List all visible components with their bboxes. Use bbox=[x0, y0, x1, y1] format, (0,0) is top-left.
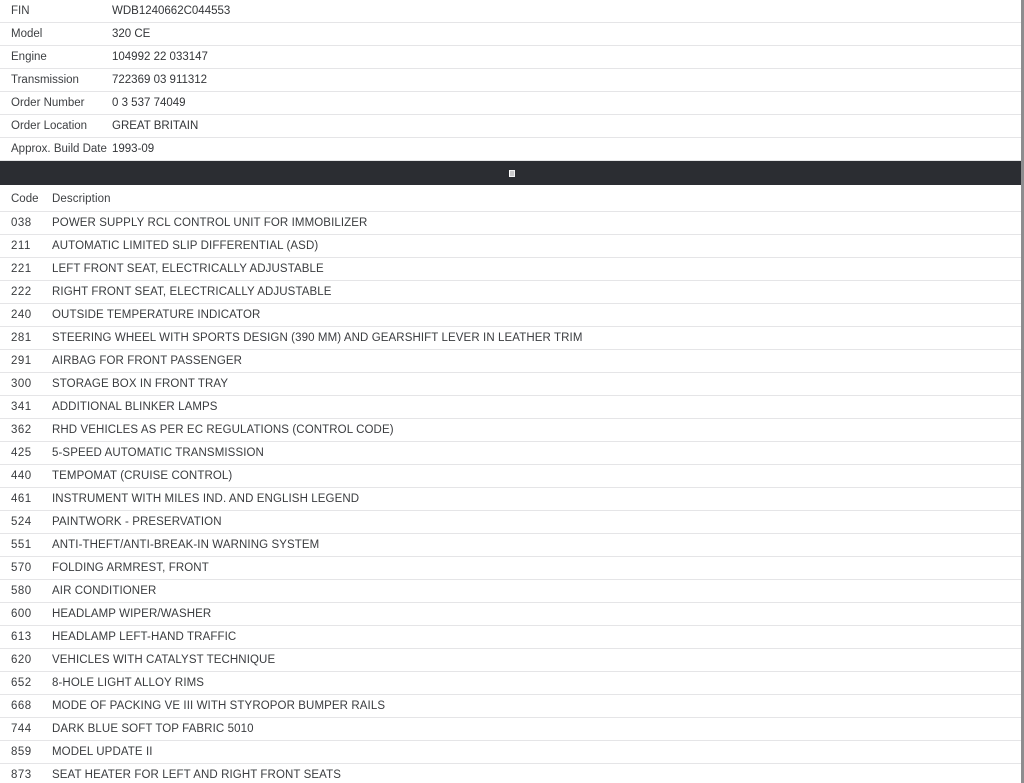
option-code: 570 bbox=[11, 562, 32, 574]
info-row bbox=[0, 23, 1024, 46]
info-label: Order Number bbox=[11, 97, 85, 109]
option-description: RIGHT FRONT SEAT, ELECTRICALLY ADJUSTABLE bbox=[52, 286, 332, 298]
option-description: AIR CONDITIONER bbox=[52, 585, 157, 597]
option-description: FOLDING ARMREST, FRONT bbox=[52, 562, 209, 574]
option-code: 668 bbox=[11, 700, 32, 712]
option-code: 038 bbox=[11, 217, 32, 229]
info-label: Transmission bbox=[11, 74, 79, 86]
description-column-header: Description bbox=[52, 193, 111, 205]
info-label: Engine bbox=[11, 51, 47, 63]
option-code: 461 bbox=[11, 493, 32, 505]
option-description: AIRBAG FOR FRONT PASSENGER bbox=[52, 355, 243, 367]
table-row bbox=[0, 718, 1024, 741]
option-code: 580 bbox=[11, 585, 32, 597]
option-code: 211 bbox=[11, 240, 31, 252]
option-code: 744 bbox=[11, 723, 32, 735]
option-description: TEMPOMAT (CRUISE CONTROL) bbox=[52, 470, 233, 482]
table-row bbox=[0, 511, 1024, 534]
info-label: Order Location bbox=[11, 120, 88, 132]
option-description: OUTSIDE TEMPERATURE INDICATOR bbox=[52, 309, 261, 321]
section-header-bar bbox=[0, 161, 1024, 187]
info-value: 722369 03 911312 bbox=[112, 74, 208, 86]
table-row bbox=[0, 419, 1024, 442]
table-row bbox=[0, 488, 1024, 511]
table-row bbox=[0, 741, 1024, 764]
table-row bbox=[0, 764, 1024, 783]
info-label: Model bbox=[11, 28, 43, 40]
table-row bbox=[0, 672, 1024, 695]
option-description: VEHICLES WITH CATALYST TECHNIQUE bbox=[52, 654, 276, 666]
option-code: 425 bbox=[11, 447, 32, 459]
option-description: ANTI-THEFT/ANTI-BREAK-IN WARNING SYSTEM bbox=[52, 539, 320, 551]
option-code: 240 bbox=[11, 309, 32, 321]
info-row bbox=[0, 46, 1024, 69]
table-row bbox=[0, 649, 1024, 672]
table-row bbox=[0, 465, 1024, 488]
option-description: MODEL UPDATE II bbox=[52, 746, 153, 758]
table-row bbox=[0, 534, 1024, 557]
option-description: RHD VEHICLES AS PER EC REGULATIONS (CONTROL CODE) bbox=[52, 424, 394, 436]
info-value: 320 CE bbox=[112, 28, 151, 40]
option-description: MODE OF PACKING VE III WITH STYROPOR BUMPER RAILS bbox=[52, 700, 386, 712]
table-row bbox=[0, 695, 1024, 718]
option-code: 600 bbox=[11, 608, 32, 620]
option-description: SEAT HEATER FOR LEFT AND RIGHT FRONT SEATS bbox=[52, 769, 341, 781]
option-code: 620 bbox=[11, 654, 32, 666]
option-code: 221 bbox=[11, 263, 32, 275]
table-row bbox=[0, 442, 1024, 465]
option-code: 362 bbox=[11, 424, 32, 436]
option-code: 291 bbox=[11, 355, 32, 367]
option-description: DARK BLUE SOFT TOP FABRIC 5010 bbox=[52, 723, 254, 735]
option-description: 5-SPEED AUTOMATIC TRANSMISSION bbox=[52, 447, 264, 459]
missing-glyph-icon bbox=[509, 170, 515, 177]
info-value: WDB1240662C044553 bbox=[112, 5, 231, 17]
info-row bbox=[0, 115, 1024, 138]
option-code: 873 bbox=[11, 769, 32, 781]
option-description: ADDITIONAL BLINKER LAMPS bbox=[52, 401, 218, 413]
info-row bbox=[0, 92, 1024, 115]
info-value: 0 3 537 74049 bbox=[112, 97, 186, 109]
option-description: AUTOMATIC LIMITED SLIP DIFFERENTIAL (ASD) bbox=[52, 240, 319, 252]
table-row bbox=[0, 258, 1024, 281]
info-value: 104992 22 033147 bbox=[112, 51, 208, 63]
option-description: HEADLAMP WIPER/WASHER bbox=[52, 608, 212, 620]
option-code: 300 bbox=[11, 378, 32, 390]
info-value: 1993-09 bbox=[112, 143, 155, 155]
option-description: INSTRUMENT WITH MILES IND. AND ENGLISH LEGEND bbox=[52, 493, 360, 505]
code-column-header: Code bbox=[11, 193, 39, 205]
info-row bbox=[0, 69, 1024, 92]
table-row bbox=[0, 212, 1024, 235]
option-description: STORAGE BOX IN FRONT TRAY bbox=[52, 378, 229, 390]
vehicle-info-table bbox=[0, 0, 1024, 161]
option-description: LEFT FRONT SEAT, ELECTRICALLY ADJUSTABLE bbox=[52, 263, 324, 275]
table-row bbox=[0, 396, 1024, 419]
option-code: 613 bbox=[11, 631, 32, 643]
table-row bbox=[0, 373, 1024, 396]
option-code: 524 bbox=[11, 516, 32, 528]
table-row bbox=[0, 281, 1024, 304]
info-value: GREAT BRITAIN bbox=[112, 120, 199, 132]
option-description: PAINTWORK - PRESERVATION bbox=[52, 516, 222, 528]
option-code: 222 bbox=[11, 286, 32, 298]
table-row bbox=[0, 327, 1024, 350]
option-description: STEERING WHEEL WITH SPORTS DESIGN (390 MM) AND GEARSHIFT LEVER IN LEATHER TRIM bbox=[52, 332, 583, 344]
option-code: 281 bbox=[11, 332, 32, 344]
option-description: HEADLAMP LEFT-HAND TRAFFIC bbox=[52, 631, 237, 643]
options-table-body bbox=[0, 212, 1024, 783]
option-description: 8-HOLE LIGHT ALLOY RIMS bbox=[52, 677, 205, 689]
info-label: Approx. Build Date bbox=[11, 143, 107, 155]
table-row bbox=[0, 626, 1024, 649]
table-row bbox=[0, 235, 1024, 258]
table-row bbox=[0, 304, 1024, 327]
info-row bbox=[0, 138, 1024, 161]
table-row bbox=[0, 580, 1024, 603]
option-code: 341 bbox=[11, 401, 32, 413]
table-row bbox=[0, 350, 1024, 373]
info-row bbox=[0, 0, 1024, 23]
option-code: 440 bbox=[11, 470, 32, 482]
option-code: 859 bbox=[11, 746, 32, 758]
options-table-header bbox=[0, 187, 1024, 212]
info-label: FIN bbox=[11, 5, 30, 17]
table-row bbox=[0, 603, 1024, 626]
option-code: 551 bbox=[11, 539, 32, 551]
option-description: POWER SUPPLY RCL CONTROL UNIT FOR IMMOBILIZER bbox=[52, 217, 368, 229]
option-code: 652 bbox=[11, 677, 32, 689]
table-row bbox=[0, 557, 1024, 580]
